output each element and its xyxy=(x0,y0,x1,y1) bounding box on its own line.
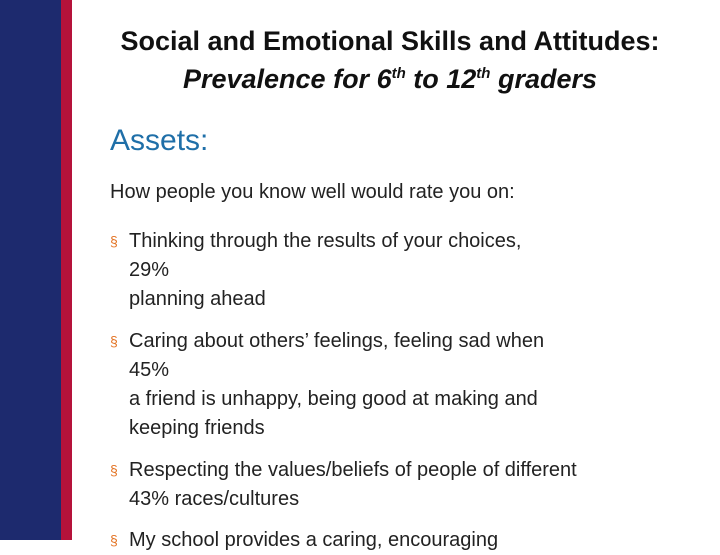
title-line-2-suffix: graders xyxy=(490,64,598,94)
assets-heading: Assets: xyxy=(110,124,209,157)
list-item-line: Thinking through the results of your choices, xyxy=(129,230,522,252)
list-item-percent: 29% xyxy=(129,259,170,281)
list-item-percent: 45% xyxy=(129,359,170,381)
title-sup-2: th xyxy=(476,65,491,82)
list-item-line: 43% races/cultures xyxy=(129,488,300,510)
list-item xyxy=(110,456,710,514)
list-item xyxy=(110,327,710,443)
left-navy-bar xyxy=(0,0,61,540)
list-item-line: a friend is unhappy, being good at making and xyxy=(129,388,538,410)
list-item-line: My school provides a caring, encouraging xyxy=(129,529,499,551)
title-line-1: Social and Emotional Skills and Attitudes: xyxy=(120,26,660,56)
list-item-line: Caring about others’ feelings, feeling sad when xyxy=(129,330,545,352)
bullet-icon: § xyxy=(110,333,118,349)
bullet-icon: § xyxy=(110,462,118,478)
title-line-2 xyxy=(60,60,720,98)
list-item-line: keeping friends xyxy=(129,417,265,439)
title-sup-1: th xyxy=(391,65,406,82)
list-item-line: planning ahead xyxy=(129,288,266,310)
bullet-icon: § xyxy=(110,532,118,548)
list-item xyxy=(110,526,710,555)
slide-title xyxy=(60,22,720,98)
bullet-icon: § xyxy=(110,233,118,249)
list-item-line: Respecting the values/beliefs of people of different xyxy=(129,459,577,481)
title-line-2-prefix: Prevalence for 6 xyxy=(182,64,392,94)
intro-text: How people you know well would rate you on: xyxy=(110,181,515,203)
title-line-2-middle: to 12 xyxy=(405,64,477,94)
list-item xyxy=(110,227,710,314)
